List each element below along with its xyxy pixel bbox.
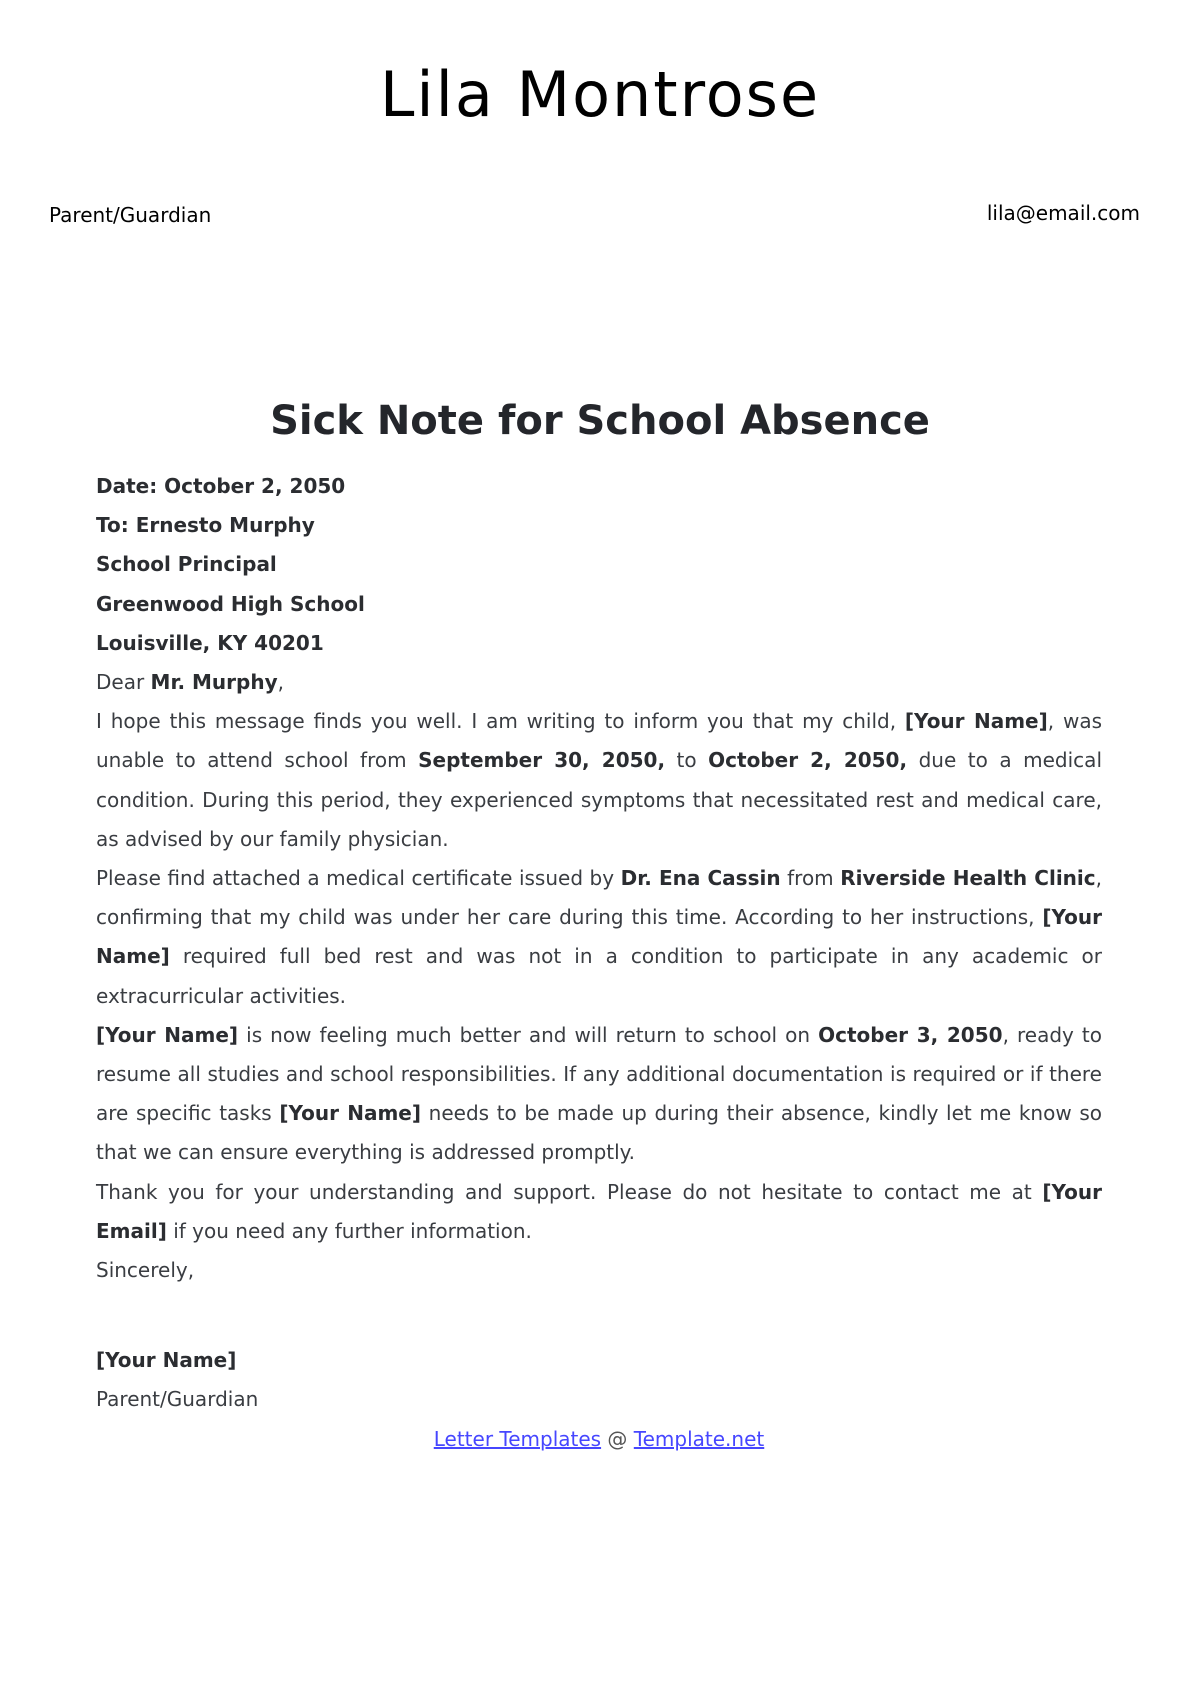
absence-start-date: September 30, 2050, <box>418 748 666 773</box>
text: I hope this message finds you well. I am writing to inform you that my child, <box>96 709 905 734</box>
paragraph-1 <box>96 702 1102 859</box>
text: , ready to resume all studies and school responsibilities. If any additional documentation is required or if there are specific tasks <box>96 1022 1102 1126</box>
paragraph-3 <box>96 1016 1102 1173</box>
child-name-placeholder: [Your Name] <box>96 1022 239 1047</box>
text: to <box>665 748 709 773</box>
recipient-position: School Principal <box>96 552 277 577</box>
recipient-line: To: Ernesto Murphy <box>96 513 315 538</box>
email-placeholder: [Your Email] <box>96 1179 1102 1243</box>
child-name-placeholder: [Your Name] <box>279 1101 422 1126</box>
date-line: Date: October 2, 2050 <box>96 474 346 498</box>
signature-gap <box>96 1290 1102 1341</box>
signature-name: [Your Name] <box>96 1348 237 1373</box>
closing: Sincerely, <box>96 1258 195 1283</box>
salutation <box>96 663 1102 702</box>
paragraph-4 <box>96 1173 1102 1251</box>
recipient-school: Greenwood High School <box>96 591 365 616</box>
template-net-link[interactable]: Template.net <box>633 1426 765 1451</box>
clinic-name: Riverside Health Clinic <box>840 866 1096 891</box>
document-title: Sick Note for School Absence <box>270 398 930 444</box>
letter-body <box>96 467 1102 1459</box>
salutation-name: Mr. Murphy <box>150 670 278 695</box>
text: due to a medical condition. During this period, they experienced symptoms that necessitated rest and medical care, as advised by our family physician. <box>96 748 1102 851</box>
text: from <box>780 866 841 891</box>
text: , confirming that my child was under her care during this time. According to her instructions, <box>96 866 1102 930</box>
text: Please find attached a medical certificate issued by <box>96 866 621 891</box>
salutation-suffix: , <box>277 670 284 695</box>
child-name-placeholder: [Your Name] <box>904 709 1048 734</box>
doctor-name: Dr. Ena Cassin <box>620 866 781 891</box>
text: Thank you for your understanding and support. Please do not hesitate to contact me at <box>96 1179 1043 1204</box>
text: required full bed rest and was not in a condition to participate in any academic or extracurricular activities. <box>96 944 1102 1008</box>
text: if you need any further information. <box>166 1218 532 1243</box>
return-date: October 3, 2050 <box>818 1022 1003 1047</box>
sender-role: Parent/Guardian <box>49 203 212 227</box>
paragraph-2 <box>96 859 1102 1016</box>
child-name-placeholder: [Your Name] <box>96 905 1102 969</box>
signature-role: Parent/Guardian <box>96 1387 259 1412</box>
letter-templates-link[interactable]: Letter Templates <box>433 1426 602 1451</box>
text: needs to be made up during their absence, kindly let me know so that we can ensure everything is addressed promptly. <box>96 1101 1102 1165</box>
footer-separator: @ <box>601 1426 634 1451</box>
sender-email: lila@email.com <box>986 201 1140 225</box>
recipient-city: Louisville, KY 40201 <box>96 630 324 655</box>
text: , was unable to attend school from <box>96 709 1102 773</box>
letterhead-name: Lila Montrose <box>379 58 821 131</box>
salutation-prefix: Dear <box>96 670 151 695</box>
footer-credit <box>96 1420 1102 1459</box>
absence-end-date: October 2, 2050, <box>708 748 908 773</box>
text: is now feeling much better and will return to school on <box>238 1022 819 1047</box>
